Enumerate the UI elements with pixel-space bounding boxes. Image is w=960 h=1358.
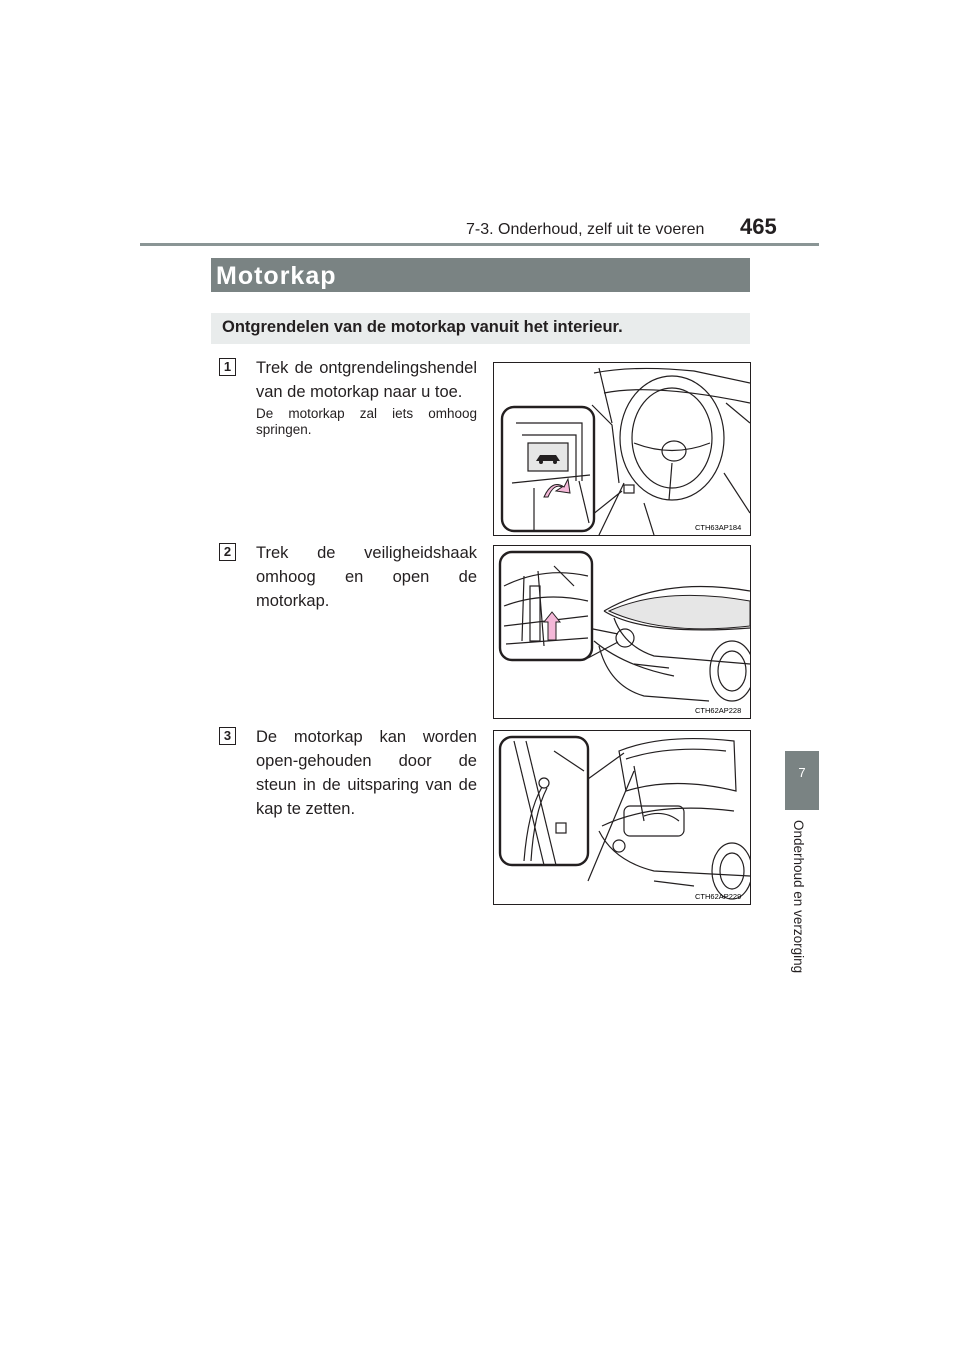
figure-2-code: CTH62AP228 <box>695 706 742 715</box>
figure-hood-release-lever <box>493 362 751 536</box>
section-title: Motorkap <box>216 262 337 290</box>
page-number: 465 <box>740 214 777 239</box>
chapter-tab <box>785 751 819 810</box>
step-1-text: Trek de ontgrendelingshendel van de motorkap naar u toe. <box>256 359 477 401</box>
figure-3-code: CTH62AP229 <box>695 892 742 901</box>
figure-1-code: CTH63AP184 <box>695 523 742 532</box>
safety-catch-illustration <box>494 546 750 718</box>
step-3-text: De motorkap kan worden open-gehouden door de steun in de uitsparing van de kap te zetten. <box>256 728 477 818</box>
figure-safety-catch <box>493 545 751 719</box>
chapter-tab-number: 7 <box>798 765 806 780</box>
subsection-title: Ontgrendelen van de motorkap vanuit het interieur. <box>222 318 623 336</box>
header-divider <box>140 243 819 246</box>
step-2-text: Trek de veiligheidshaak omhoog en open de motorkap. <box>256 544 477 610</box>
step-3-number: 3 <box>219 727 236 745</box>
hood-support-illustration <box>494 731 750 904</box>
figure-hood-support-rod <box>493 730 751 905</box>
step-1-note: De motorkap zal iets omhoog springen. <box>256 406 477 437</box>
chapter-side-label <box>784 820 814 990</box>
step-2-number: 2 <box>219 543 236 561</box>
hood-release-illustration <box>494 363 750 535</box>
chapter-title: 7-3. Onderhoud, zelf uit te voeren <box>466 221 705 238</box>
step-1-number: 1 <box>219 358 236 376</box>
chapter-side-label-text: Onderhoud en verzorging <box>791 820 806 974</box>
